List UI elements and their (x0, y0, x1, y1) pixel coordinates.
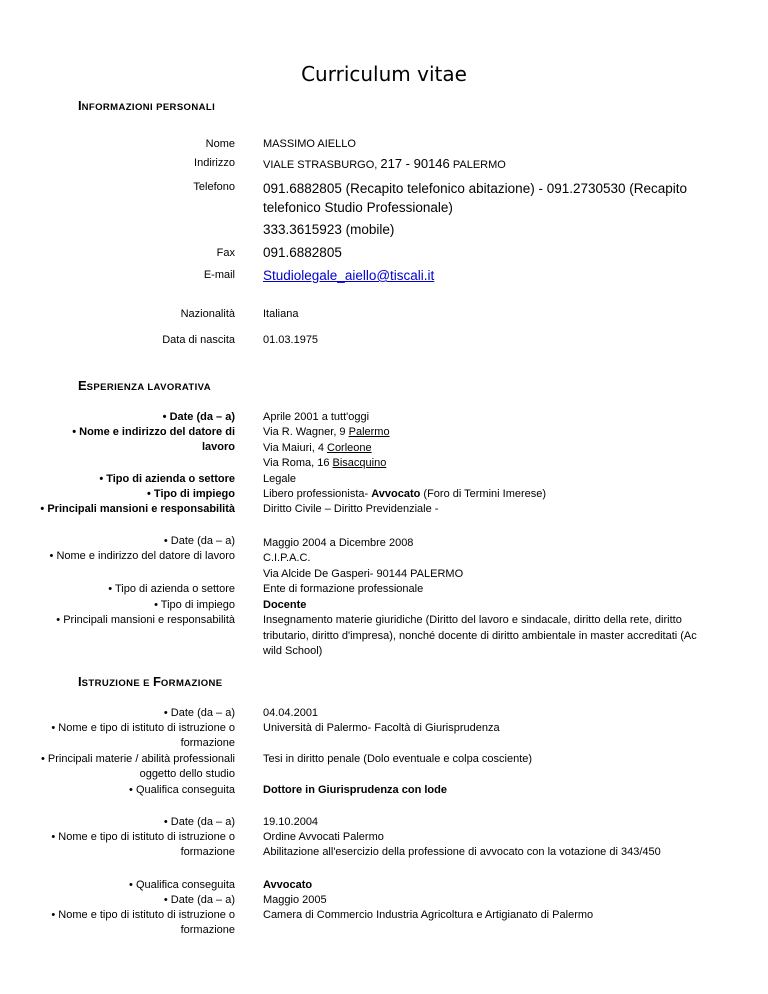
label-edu2-institution: • Nome e tipo di istituto di istruzione o formazione (51, 831, 235, 858)
section-heading-education: ISTRUZIONE E FORMAZIONE (78, 674, 223, 689)
value-edu1-qualification: Dottore in Giurisprudenza con lode (263, 784, 447, 796)
label-data-nascita: Data di nascita (162, 334, 235, 346)
label-job2-employer: • Nome e indirizzo del datore di lavoro (49, 550, 235, 562)
value-data-nascita: 01.03.1975 (263, 334, 319, 346)
label-indirizzo: Indirizzo (194, 157, 235, 169)
value-edu2-date: 19.10.2004 (263, 816, 319, 828)
label-edu3-date: • Date (da – a) (163, 894, 235, 906)
value-job1-addr3: Via Roma, 16 Bisacquino (263, 457, 387, 469)
value-edu2-description: Abilitazione all'esercizio della professione di avvocato con la votazione di 343/450 (263, 846, 661, 858)
value-job2-job: Docente (263, 599, 307, 611)
value-edu3-institution: Camera di Commercio Industria Agricoltura e Artigianato di Palermo (263, 909, 594, 921)
label-edu1-institution: • Nome e tipo di istituto di istruzione o formazione (51, 722, 235, 749)
label-edu1-qualification: • Qualifica conseguita (129, 784, 235, 796)
value-nazionalita: Italiana (263, 308, 299, 320)
label-edu3-institution: • Nome e tipo di istituto di istruzione o formazione (51, 909, 235, 936)
value-edu3-qualification: Avvocato (263, 879, 313, 891)
value-job2-duties: Insegnamento materie giuridiche (Diritto del lavoro e sindacale, diritto della rete, diritto tributario, diritto d'impresa), nonché docente di diritto ambientale in master accreditati (Ac wild School) (263, 614, 697, 657)
label-job2-type: • Tipo di azienda o settore (108, 583, 235, 595)
label-job1-date: • Date (da – a) (162, 411, 235, 423)
value-job1-job: Libero professionista- Avvocato (Foro di Termini Imerese) (263, 488, 547, 500)
label-edu1-subjects: • Principali materie / abilità professionali oggetto dello studio (41, 753, 235, 780)
label-job2-job: • Tipo di impiego (154, 599, 235, 611)
value-job2-employer-addr: Via Alcide De Gasperi- 90144 PALERMO (263, 568, 464, 580)
section-heading-experience: ESPERIENZA LAVORATIVA (78, 378, 211, 393)
label-telefono: Telefono (193, 181, 235, 193)
label-edu2-date: • Date (da – a) (163, 816, 235, 828)
label-job2-duties: • Principali mansioni e responsabilità (56, 614, 235, 626)
label-nazionalita: Nazionalità (180, 308, 235, 320)
label-job2-date: • Date (da – a) (163, 535, 235, 547)
value-edu3-date: Maggio 2005 (263, 894, 327, 906)
value-job2-type: Ente di formazione professionale (263, 583, 424, 595)
value-mobile: 333.3615923 (mobile) (263, 222, 395, 237)
value-job1-addr2: Via Maiuri, 4 Corleone (263, 442, 372, 454)
label-job1-duties: • Principali mansioni e responsabilità (40, 503, 235, 515)
value-indirizzo: VIALE STRASBURGO, 217 - 90146 PALERMO (263, 156, 506, 171)
section-heading-personal: INFORMAZIONI PERSONALI (78, 98, 216, 113)
value-edu1-date: 04.04.2001 (263, 707, 319, 719)
label-nome: Nome (205, 138, 235, 150)
value-edu2-institution: Ordine Avvocati Palermo (263, 831, 384, 843)
label-fax: Fax (216, 247, 235, 259)
value-job1-addr1: Via R. Wagner, 9 Palermo (263, 426, 390, 438)
email-link[interactable]: Studiolegale_aiello@tiscali.it (263, 268, 435, 283)
label-job1-type: • Tipo di azienda o settore (99, 473, 235, 485)
value-telefono: 091.6882805 (Recapito telefonico abitazione) - 091.2730530 (Recapito telefonico Studio Professionale) (263, 181, 688, 215)
label-edu1-date: • Date (da – a) (163, 707, 235, 719)
value-fax: 091.6882805 (263, 245, 342, 260)
value-job2-date: Maggio 2004 a Dicembre 2008 (263, 537, 414, 549)
label-edu3-qualification: • Qualifica conseguita (129, 879, 235, 891)
value-nome: MASSIMO AIELLO (263, 138, 356, 150)
label-job1-employer: • Nome e indirizzo del datore di lavoro (72, 426, 235, 453)
value-job1-type: Legale (263, 473, 297, 485)
value-edu1-institution: Università di Palermo- Facoltà di Giurisprudenza (263, 722, 500, 734)
value-job1-date: Aprile 2001 a tutt'oggi (263, 411, 370, 423)
value-job2-employer-name: C.I.P.A.C. (263, 552, 311, 564)
value-edu1-subjects: Tesi in diritto penale (Dolo eventuale e colpa cosciente) (263, 753, 533, 765)
label-job1-job: • Tipo di impiego (147, 488, 235, 500)
value-job1-duties: Diritto Civile – Diritto Previdenziale - (263, 503, 439, 515)
label-email: E-mail (203, 269, 235, 281)
document-title: Curriculum vitae (301, 62, 467, 86)
